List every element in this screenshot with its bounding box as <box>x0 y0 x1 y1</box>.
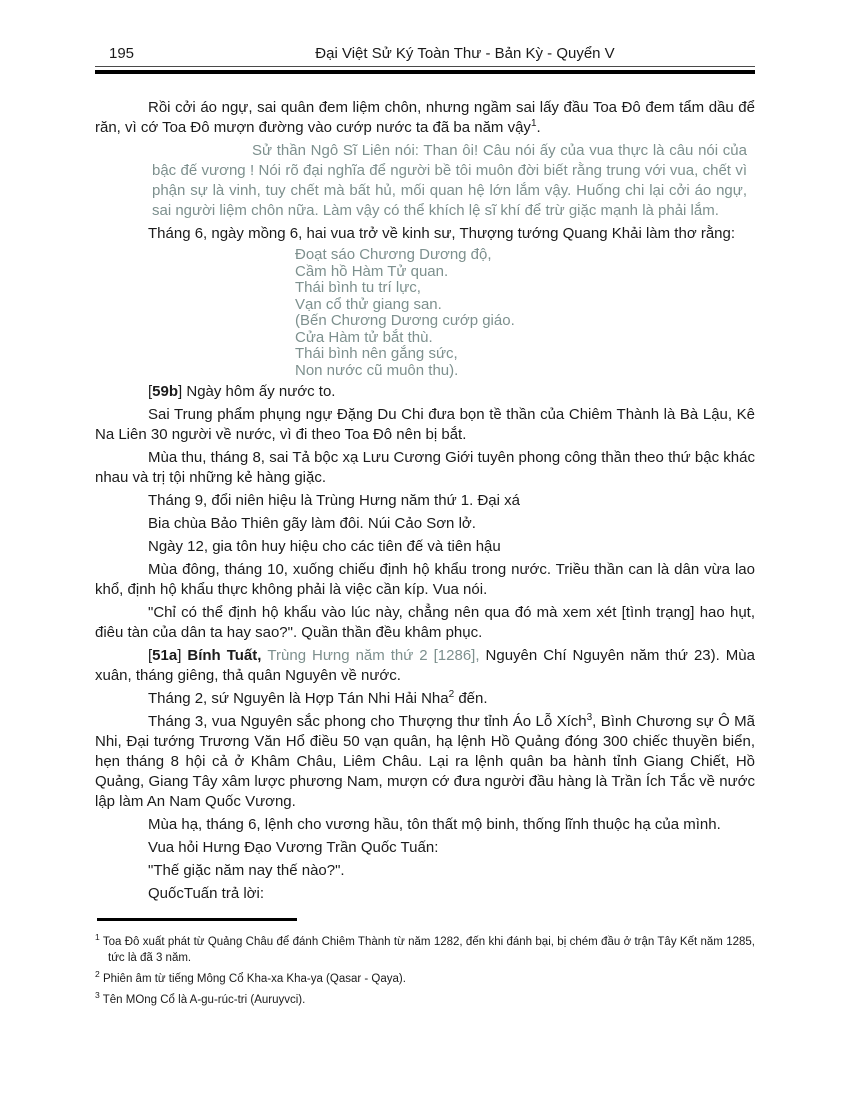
paragraph-thang6: Tháng 6, ngày mồng 6, hai vua trở về kinh sư, Thượng tướng Quang Khải làm thơ rằng: <box>148 225 736 242</box>
paragraph-text: Ngày hôm ấy nước to. <box>182 383 336 400</box>
footnote-ref-3: 3 <box>586 712 593 723</box>
footnote-ref-1: 1 <box>530 118 537 129</box>
paragraph-bia-chua: Bia chùa Bảo Thiên gãy làm đôi. Núi Cảo Sơn lở. <box>148 515 476 532</box>
poem-line: Thái bình nên gắng sức, <box>295 345 458 362</box>
folio-bracket: ] <box>178 383 183 400</box>
paragraph-text: Tháng 3, vua Nguyên sắc phong cho Thượng thư tỉnh Áo Lỗ Xích <box>148 713 587 730</box>
footnote-ref-2: 2 <box>448 689 455 700</box>
paragraph-mua-dong: Mùa đông, tháng 10, xuống chiếu định hộ khẩu trong nước. Triều thần can là dân vừa lao khổ, định hộ khẩu thực không phải là việc cần kíp. Vua nói. <box>95 561 755 598</box>
paragraph-thang9: Tháng 9, đổi niên hiệu là Trùng Hưng năm thứ 1. Đại xá <box>148 492 520 509</box>
body-text <box>95 98 755 904</box>
page-title: Đại Việt Sử Ký Toàn Thư - Bản Kỳ - Quyển V <box>315 45 615 62</box>
footnote-text: Tên MOng Cổ là A-gu-rúc-tri (Auruyvci). <box>102 994 306 1006</box>
paragraph-mua-thu: Mùa thu, tháng 8, sai Tả bộc xạ Lưu Cương Giới tuyên phong công thần theo thứ bậc khác nhau và trị tội những kẻ hàng giặc. <box>95 449 755 486</box>
era-name: Trùng Hưng năm thứ 2 [1286], <box>267 647 486 664</box>
paragraph-the-giac: "Thế giặc năm nay thế nào?". <box>148 862 345 879</box>
footnote-2 <box>95 971 755 987</box>
paragraph-text: , Bình Chương sự Ô Mã Nhi, Đại tướng Trương Văn Hổ điều 50 vạn quân, hạ lệnh Hồ Quảng đóng 300 chiếc thuyền biển, hẹn tháng 8 hội cả ở Khâm Châu, Liêm Châu. Lại ra lệnh quân ba hành tỉnh Giang Chiết, Hồ Quảng, Giang Tây xâm lược phương Nam, mượn cớ đưa người đầu hàng là Trần Ích Tắc về nước lập làm An Nam Quốc Vương. <box>95 713 755 810</box>
footnote-text: Phiên âm từ tiếng Mông Cổ Kha-xa Kha-ya (Qasar - Qaya). <box>102 973 406 985</box>
poem-line: Non nước cũ muôn thu). <box>295 361 459 379</box>
footnotes <box>95 934 755 1008</box>
poem-line: (Bến Chương Dương cướp giáo. <box>295 312 515 329</box>
header-rule <box>95 70 755 74</box>
folio-bracket: ] <box>177 647 188 664</box>
footnote-number: 3 <box>95 990 100 1001</box>
paragraph-thang2 <box>95 689 755 709</box>
paragraph-quoc-tuan: QuốcTuấn trả lời: <box>148 885 264 902</box>
paragraph-text: . <box>536 119 541 136</box>
page-header <box>95 45 755 67</box>
footnote-number: 2 <box>95 969 100 980</box>
page-number: 195 <box>109 45 135 62</box>
paragraph-text: Rồi cởi áo ngự, sai quân đem liệm chôn, nhưng ngầm sai lấy đầu Toa Đô đem tẩm dầu để răn, vì cớ Toa Đô mượn đường vào cướp nước ta đã ba năm vậy <box>95 99 755 136</box>
footnote-1 <box>95 934 755 966</box>
paragraph-51a-binh-tuat <box>95 646 755 686</box>
footnote-3 <box>95 992 755 1008</box>
folio-marker: 59b <box>152 383 179 400</box>
poem-line: Cửa Hàm tử bắt thù. <box>295 328 433 346</box>
paragraph-vua-hoi: Vua hỏi Hưng Đạo Vương Trần Quốc Tuấn: <box>148 839 439 856</box>
footnote-separator <box>97 918 297 921</box>
poem-line: Cầm hồ Hàm Tử quan. <box>295 262 449 280</box>
paragraph-59b <box>95 382 755 402</box>
paragraph-text: đến. <box>454 690 488 707</box>
paragraph-text: Nguyên Chí Nguyên năm thứ 23). Mùa xuân, tháng giêng, thả quân Nguyên về nước. <box>95 647 755 684</box>
folio-bracket: [ <box>148 383 153 400</box>
poem-line: Đoạt sáo Chương Dương độ, <box>295 246 492 263</box>
paragraph-text: Tháng 2, sứ Nguyên là Hợp Tán Nhi Hải Nha <box>148 690 449 707</box>
year-name: Bính Tuất, <box>187 647 268 664</box>
footnote-number: 1 <box>95 932 100 943</box>
paragraph-sai-trung-pham: Sai Trung phẩm phụng ngự Đặng Du Chi đưa bọn tề thần của Chiêm Thành là Bà Lậu, Kê Na Liên 30 người về nước, vì đi theo Toa Đô nên bị bắt. <box>95 406 755 443</box>
historian-comment: Sử thần Ngô Sĩ Liên nói: Than ôi! Câu nói ấy của vua thực là câu nói của bậc đế vương ! Nói rõ đại nghĩa để người bề tôi muôn đời biết rằng trung với vua, chết vì phận sự là vinh, tuy chết mà bất hủ, mối quan hệ lớn lắm vậy. Huống chi lại cởi áo ngự, sai người liệm chôn nữa. Làm vậy có thể khích lệ sĩ khí để trừ giặc mạnh là phải lắm. <box>152 142 747 219</box>
poem-line: Vạn cổ thử giang san. <box>295 295 442 313</box>
paragraph-ngay12: Ngày 12, gia tôn huy hiệu cho các tiên đế và tiên hậu <box>148 538 501 555</box>
poem-quang-khai <box>295 247 755 379</box>
paragraph-mua-ha: Mùa hạ, tháng 6, lệnh cho vương hầu, tôn thất mộ binh, thống lĩnh thuộc hạ của mình. <box>148 816 721 833</box>
poem-line: Thái bình tu trí lực, <box>295 279 421 296</box>
folio-bracket: [ <box>148 647 153 664</box>
footnote-text: Toa Đô xuất phát từ Quảng Châu để đánh Chiêm Thành từ năm 1282, đến khi đánh bại, bị chém đầu ở trận Tây Kết năm 1285, tức là đã 3 năm. <box>102 936 755 964</box>
paragraph-chi-co-the: "Chỉ có thể định hộ khẩu vào lúc này, chẳng nên qua đó mà xem xét [tình trạng] hao hụt, điêu tàn của dân ta hay sao?". Quần thần đều khâm phục. <box>95 604 755 641</box>
folio-marker: 51a <box>152 647 178 664</box>
paragraph-toa-do <box>95 98 755 138</box>
paragraph-thang3 <box>95 712 755 812</box>
